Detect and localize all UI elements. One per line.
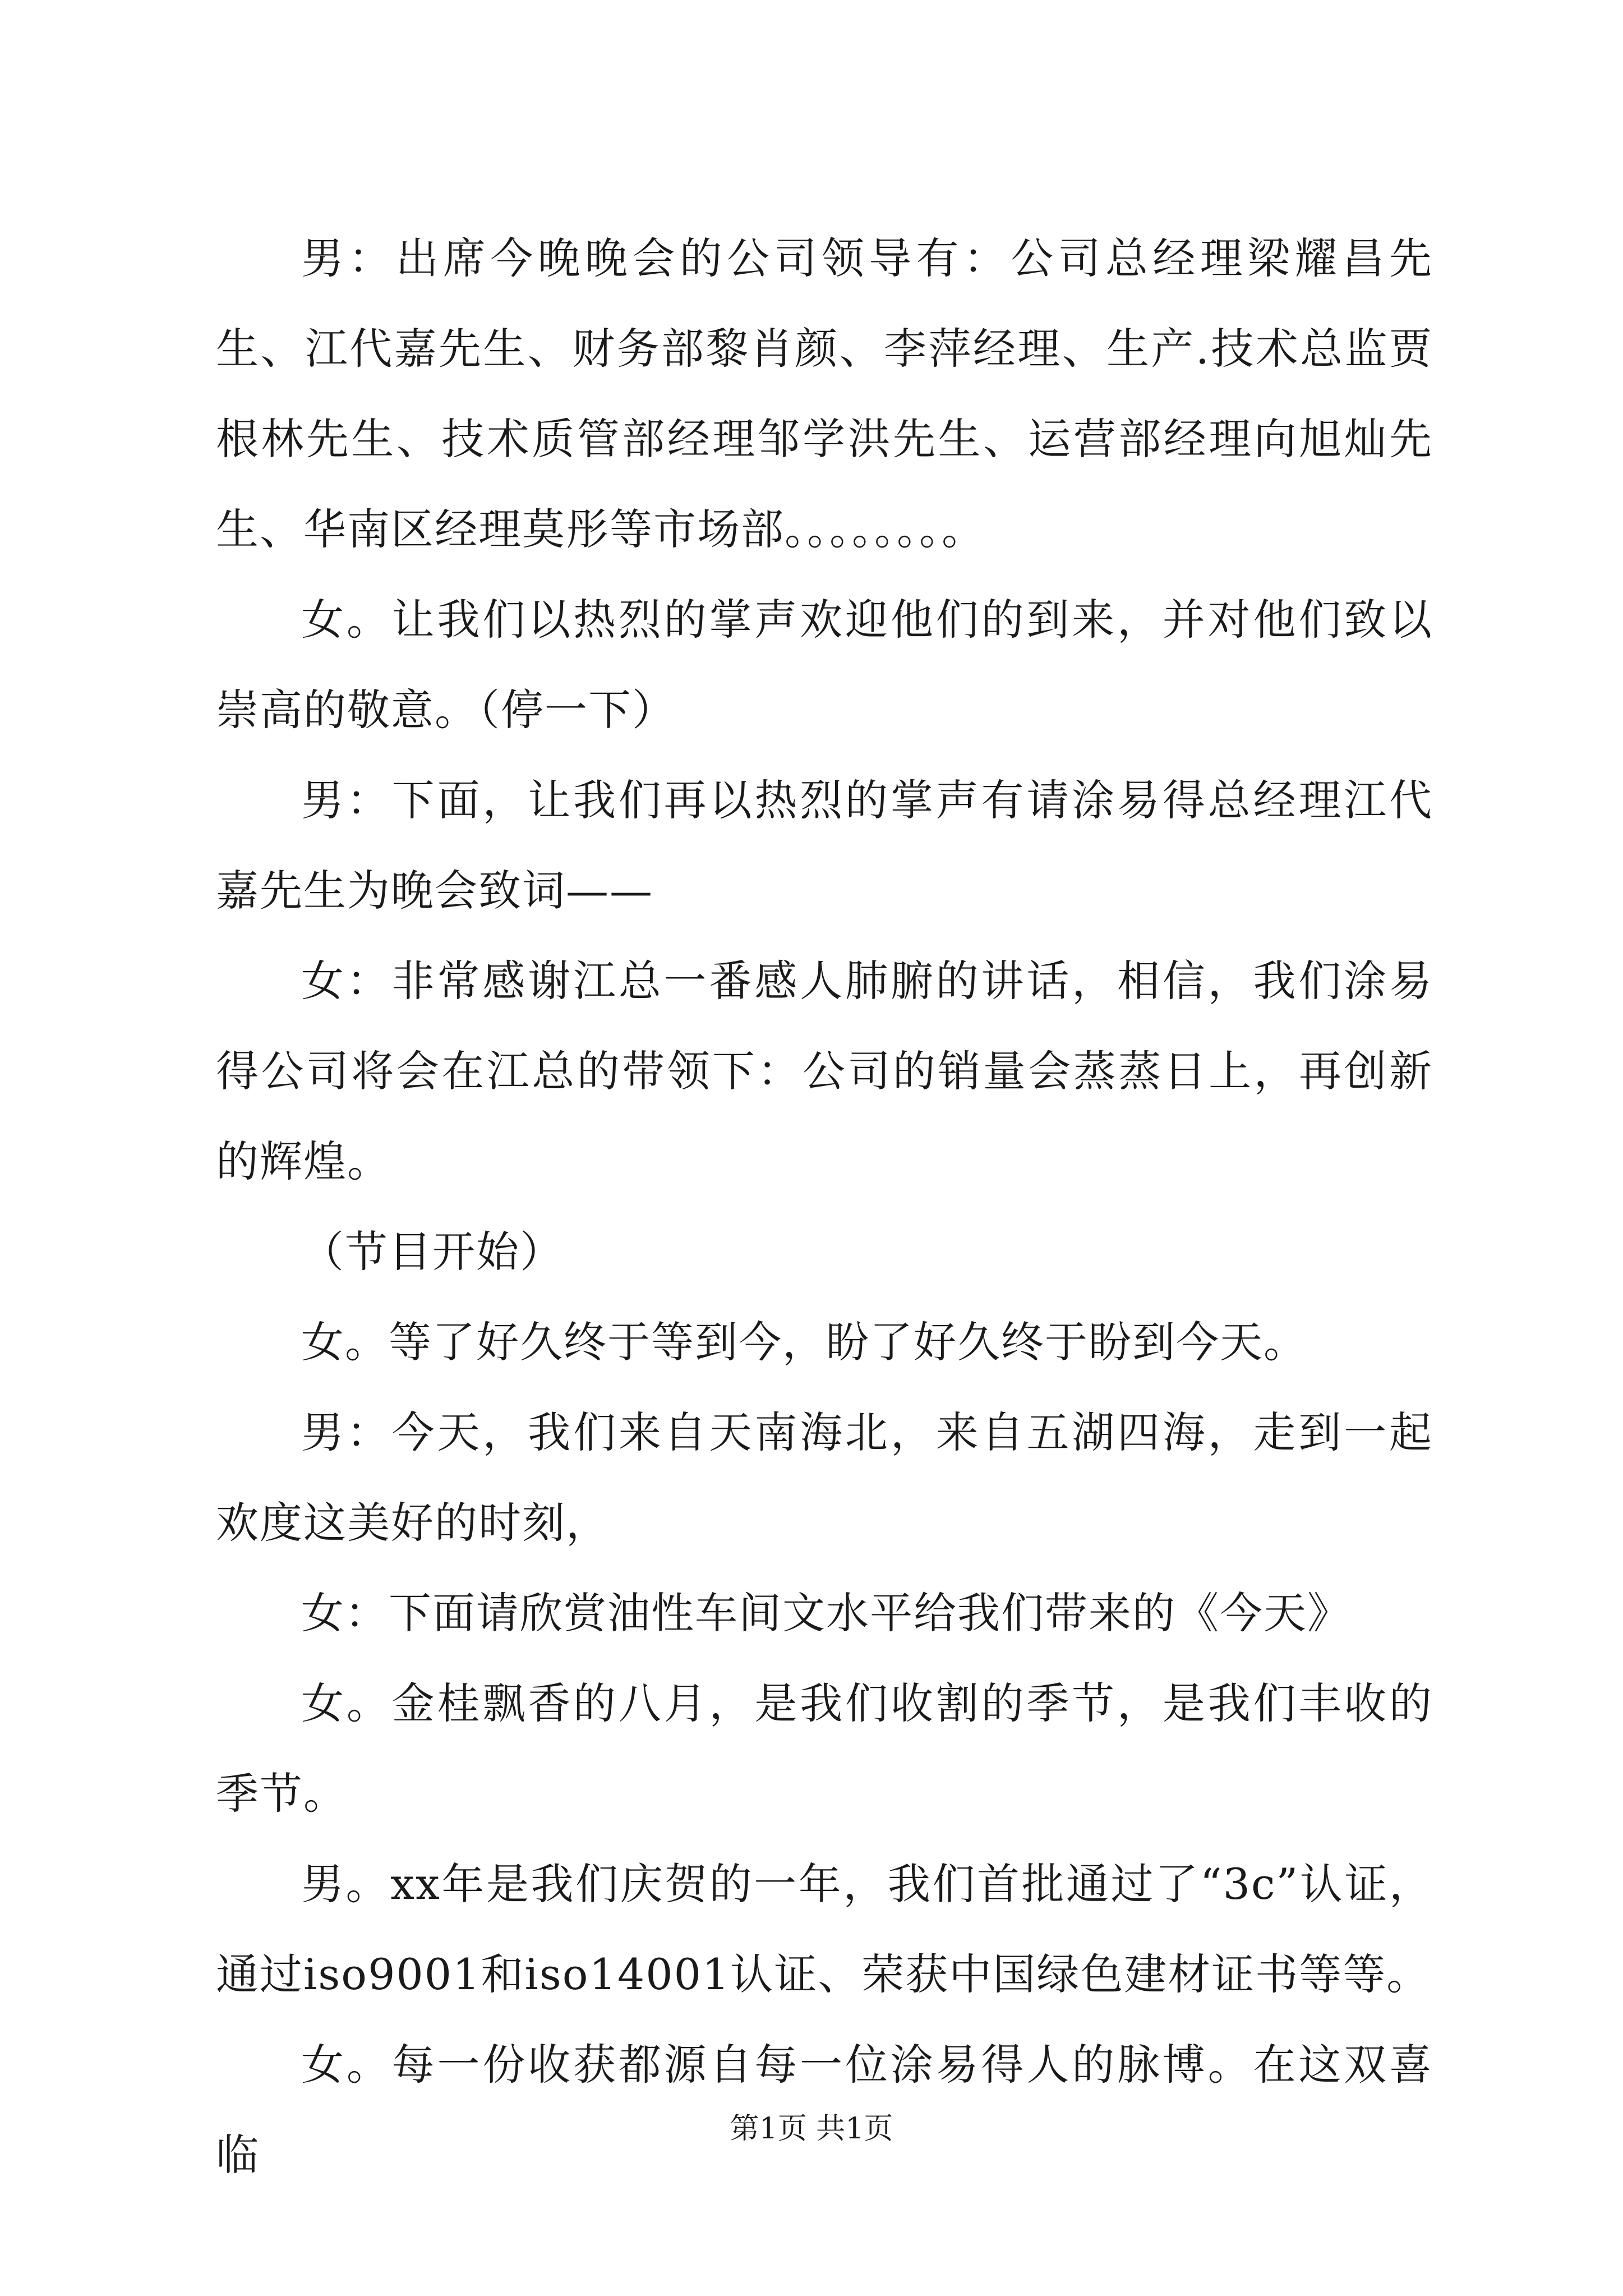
paragraph: 男：出席今晚晚会的公司领导有：公司总经理梁耀昌先生、江代嘉先生、财务部黎肖颜、李萍经理、生产.技术总监贾根林先生、技术质管部经理邹学洪先生、运营部经理向旭灿先生、华南区经理莫彤等市场部。。。。。。。。 [216, 233, 1433, 554]
paragraph: 女：下面请欣赏油性车间文水平给我们带来的《今天》 [301, 1588, 1351, 1638]
paragraph: 女。等了好久终于等到今，盼了好久终于盼到今天。 [301, 1317, 1307, 1367]
paragraph: 女。金桂飘香的八月，是我们收割的季节，是我们丰收的季节。 [216, 1678, 1433, 1819]
paragraph: 男：下面，让我们再以热烈的掌声有请涂易得总经理江代嘉先生为晚会致词—— [216, 775, 1433, 915]
page-number-footer: 第1页 共1页 [730, 2112, 893, 2146]
paragraph: 男：今天，我们来自天南海北，来自五湖四海，走到一起欢度这美好的时刻， [216, 1407, 1433, 1548]
paragraph: 女。让我们以热烈的掌声欢迎他们的到来，并对他们致以崇高的敬意。（停一下） [216, 595, 1433, 735]
paragraph: 女。每一份收获都源自每一位涂易得人的脉博。在这双喜临 [216, 2040, 1433, 2180]
paragraph: 男。xx年是我们庆贺的一年，我们首批通过了“3c”认证，通过iso9001和iso14001认证、荣获中国绿色建材证书等等。 [216, 1859, 1433, 1999]
paragraph: （节目开始） [301, 1227, 564, 1277]
paragraph: 女：非常感谢江总一番感人肺腑的讲话，相信，我们涂易得公司将会在江总的带领下：公司的销量会蒸蒸日上，再创新的辉煌。 [216, 956, 1433, 1186]
document-body [216, 213, 1433, 2200]
